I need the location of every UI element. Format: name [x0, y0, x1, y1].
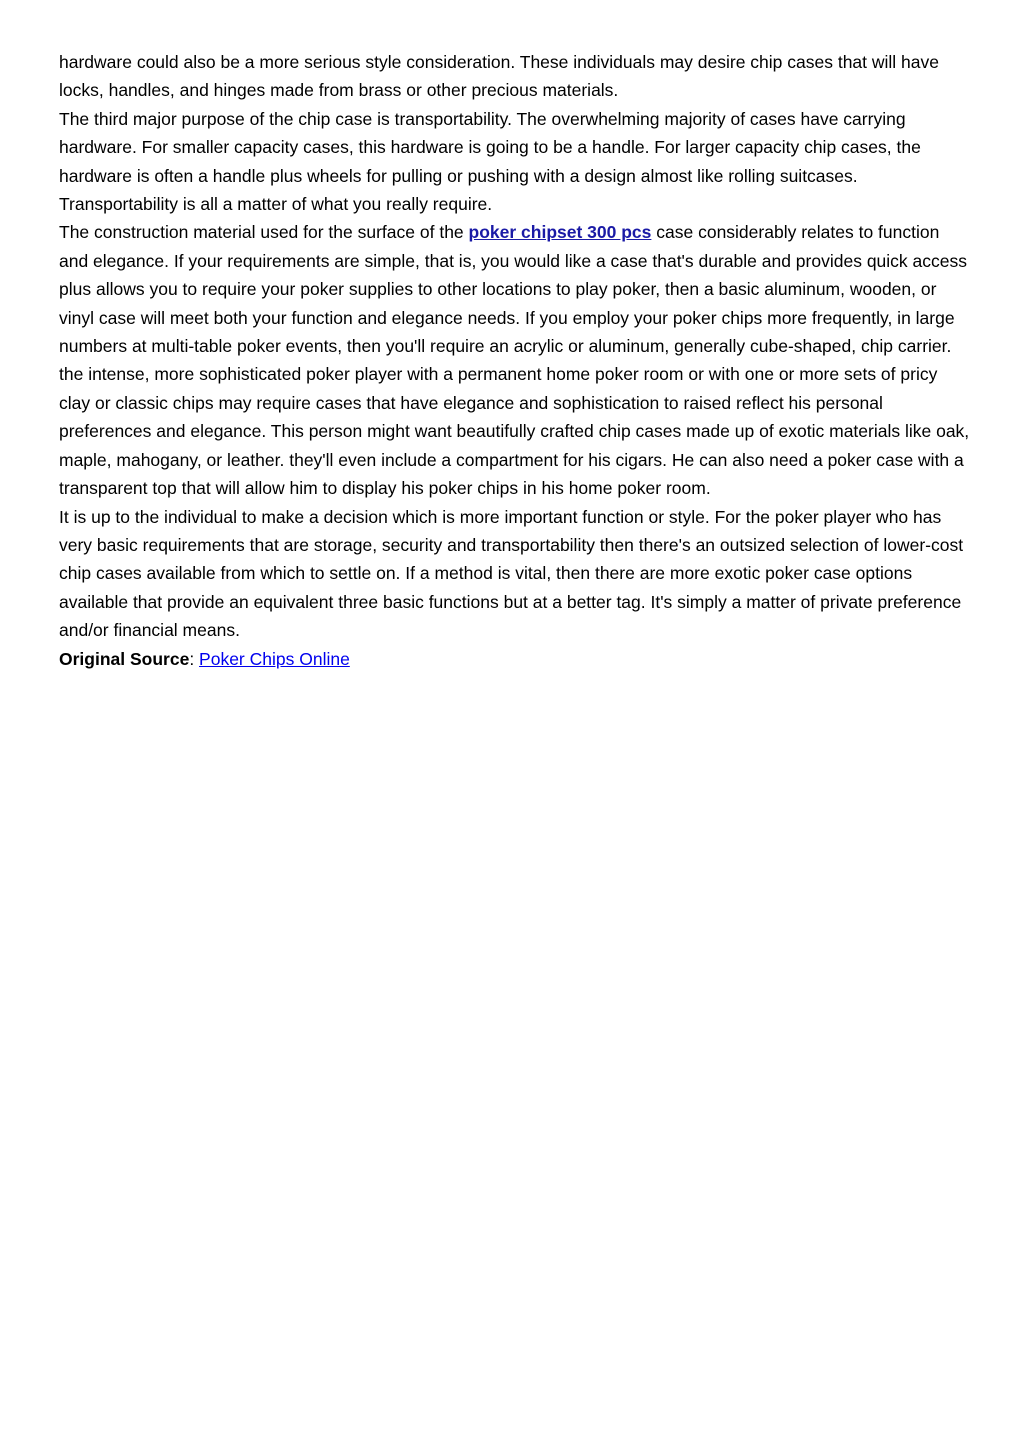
document-body — [59, 48, 971, 673]
original-source-line — [59, 645, 971, 673]
paragraph-construction-material — [59, 218, 971, 502]
paragraph-text-before-link: The construction material used for the surface of the — [59, 222, 469, 243]
paragraph-function-or-style: It is up to the individual to make a decision which is more important function or style. For the poker player who has very basic requirements that are storage, security and transportability then there's an outsized selection of lower-cost chip cases available from which to settle on. If a method is vital, then there are more exotic poker case options available that provide an equivalent three basic functions but at a better tag. It's simply a matter of private preference and/or financial means. — [59, 506, 964, 641]
paragraph-text-after-link: case considerably relates to function and elegance. If your requirements are simple, that is, you would like a case that's durable and provides quick access plus allows you to require your poker supplies to other locations to play poker, then a basic aluminum, wooden, or vinyl case will meet both your function and elegance needs. If you employ your poker chips more frequently, in large numbers at multi-table poker events, then you'll require an acrylic or aluminum, generally cube-shaped, chip carrier. the intense, more sophisticated poker player with a permanent home poker room or with one or more sets of pricy clay or classic chips may require cases that have elegance and sophistication to raised reflect his personal preferences and elegance. This person might want beautifully crafted chip cases made up of exotic materials like oak, maple, mahogany, or leather. they'll even include a compartment for his cigars. He can also need a poker case with a transparent top that will allow him to display his poker chips in his home poker room. — [59, 222, 970, 499]
poker-chipset-link[interactable]: poker chipset 300 pcs — [468, 222, 652, 243]
original-source-separator: : — [189, 648, 200, 669]
original-source-label: Original Source — [59, 648, 190, 669]
paragraph-hardware-style: hardware could also be a more serious style consideration. These individuals may desire chip cases that will have locks, handles, and hinges made from brass or other precious materials. — [59, 52, 939, 101]
original-source-link[interactable]: Poker Chips Online — [199, 648, 350, 669]
paragraph-transportability: The third major purpose of the chip case is transportability. The overwhelming majority of cases have carrying hardware. For smaller capacity cases, this hardware is going to be a handle. For larger capacity chip cases, the hardware is often a handle plus wheels for pulling or pushing with a design almost like rolling suitcases. Transportability is all a matter of what you really require. — [59, 108, 921, 215]
